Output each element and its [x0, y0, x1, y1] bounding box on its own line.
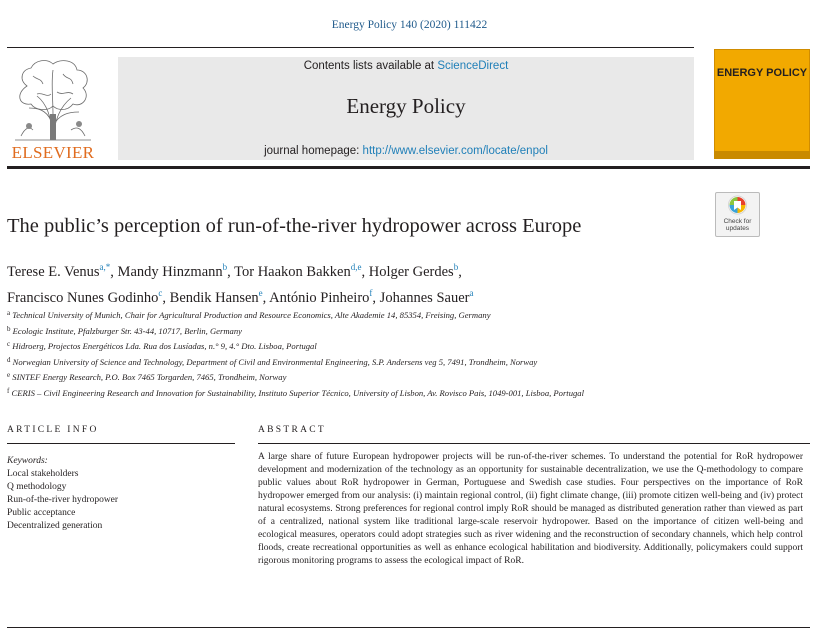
cover-title: ENERGY POLICY — [716, 67, 808, 79]
bookmark-icon — [727, 195, 748, 217]
author[interactable]: Terese E. Venus$^{a,*}$ — [7, 262, 111, 280]
keyword: Local stakeholders — [7, 469, 79, 479]
check-for-updates-label: Check for updates — [723, 218, 752, 232]
journal-name: Energy Policy — [346, 94, 466, 118]
author[interactable]: Bendik Hansen$^e$ — [169, 288, 263, 306]
affiliation: $^c$ Hidroerg, Projectos Energéticos Lda. Rua dos Lusíadas, n.° 9, 4.° Dto. Lisboa, Portugal — [7, 340, 317, 351]
affiliation: $^a$ Technical University of Munich, Chair for Agricultural Production and Resource Economics, Alte Akademie 14, 85354, Freising, Germany — [7, 309, 491, 320]
header-thick-rule — [7, 166, 810, 169]
author[interactable]: Tor Haakon Bakken$^{d,e}$ — [234, 262, 362, 280]
author[interactable]: Holger Gerdes$^b$ — [368, 262, 459, 280]
affiliation: $^b$ Ecologic Institute, Pfalzburger Str. 43-44, 10717, Berlin, Germany — [7, 324, 242, 336]
abstract-rule — [258, 443, 810, 444]
author[interactable]: Francisco Nunes Godinho$^c$ — [7, 288, 163, 306]
author[interactable]: António Pinheiro$^f$ — [269, 288, 373, 306]
keyword: Run-of-the-river hydropower — [7, 495, 119, 505]
keyword: Decentralized generation — [7, 521, 103, 531]
journal-cover[interactable] — [714, 49, 810, 159]
article-info-rule — [7, 443, 235, 444]
contents-line — [118, 60, 694, 72]
keywords-label: Keywords: — [7, 456, 48, 466]
article-title: The public’s perception of run-of-the-river hydropower across Europe — [7, 215, 582, 237]
abstract-text: A large share of future European hydropower projects will be run-of-the-river schemes. To understand the potential for RoR hydropower development and modernization of the technology as an opportunity for sustainable decentralization, we use the Q-methodology to compare public values about RoR hydropower in German, Portuguese and Swedish case studies. Four perspectives on the importance of RoR hydropower emerged from our analysis: (i) maintain regional control, (ii) fight climate change, (iii) promote citizen well-being and (iv) protect natural ecosystems. Strong preferences for regional control imply RoR should be managed as distributed generation rather than viewed as part of a centralized, national system like traditional large-scale reservoir hydropower. Based on the importance of citizen well-being and ecological measures, operators could adopt strategies such as river widening and the reconstruction of secondary channels, which help control floods, create recreational opportunities as well as enhance ecological habilitation and biodiversity. Additionally, policymakers could support rigorous monitoring programs to assess the ecological impact of RoR. — [258, 452, 803, 566]
journal-citation[interactable]: Energy Policy 140 (2020) 111422 — [331, 19, 488, 31]
article-info-heading: ARTICLE INFO — [7, 425, 99, 435]
cover-strip — [714, 151, 810, 159]
journal-homepage — [118, 145, 694, 157]
contents-prefix: Contents lists available at — [303, 60, 435, 72]
affiliation: $^e$ SINTEF Energy Research, P.O. Box 7465 Torgarden, 7465, Trondheim, Norway — [7, 371, 287, 382]
keyword: Public acceptance — [7, 508, 76, 518]
sciencedirect-link[interactable]: ScienceDirect — [437, 60, 509, 72]
header-rule — [7, 47, 694, 48]
elsevier-wordmark: ELSEVIER — [11, 143, 95, 162]
affiliation: $^d$ Norwegian University of Science and Technology, Department of Civil and Environmental Engineering, S.P. Andersens veg 5, 7491, Trondheim, Norway — [7, 355, 538, 367]
keywords-block — [7, 455, 118, 533]
author[interactable]: Mandy Hinzmann$^b$ — [117, 262, 228, 280]
author-list: Terese E. Venus$^{a,*}$, Mandy Hinzmann$^b$, Tor Haakon Bakken$^{d,e}$, Holger Gerdes$^b$, Francisco Nunes Godinho$^c$, Bendik Hansen$^e$, António Pinheiro$^f$, Johannes Sauer$^a$ — [7, 262, 474, 306]
cover-header-bar — [720, 53, 802, 65]
affiliation: $^f$ CERIS – Civil Engineering Research and Innovation for Sustainability, Instituto Superior Técnico, University of Lisbon, Av. Rovisco Pais, 1049-001, Lisboa, Portugal — [7, 386, 584, 398]
keyword: Q methodology — [7, 482, 67, 492]
check-for-updates-badge[interactable] — [715, 192, 760, 237]
author[interactable]: Johannes Sauer$^a$ — [379, 288, 474, 306]
abstract-bottom-rule — [7, 627, 810, 628]
homepage-prefix: journal homepage: — [264, 145, 360, 157]
homepage-link[interactable]: http://www.elsevier.com/locate/enpol — [362, 145, 548, 157]
abstract-heading: ABSTRACT — [258, 425, 327, 435]
affiliation-list — [7, 307, 584, 400]
